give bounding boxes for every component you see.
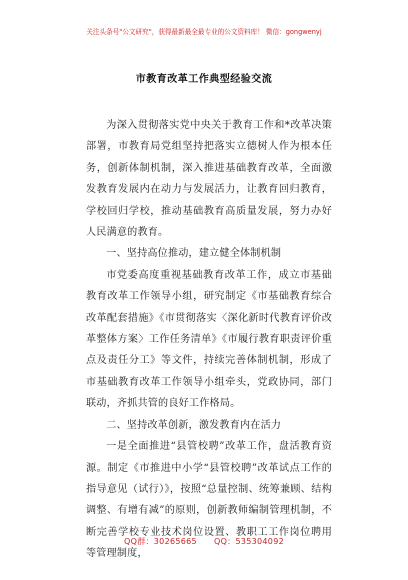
document-body xyxy=(86,115,332,565)
section-heading-1: 一、坚持高位推动，建立健全体制机制 xyxy=(106,248,282,260)
promo-header: 关注头条号"公文研究"，获得最新最全最专业的公文资料库！ 微信：gongwenyj xyxy=(86,28,322,36)
intro-paragraph: 为深入贯彻落实党中央关于教育工作和*改革决策部署，市教育局党组坚持把落实立德树人作为根本任务，创新体制机制，深入推进基础教育改革，全面激发教育发展内在动力与发展活力，让教育回归教育，学校回归学校，推动基础教育高质量发展，努力办好人民满意的教育。 xyxy=(86,120,332,239)
section-2-paragraph: 一是全面推进“县管校聘”改革工作，盘活教育资源。制定《市推进中小学“县管校聘”改革试点工作的指导意见（试行）》，按照“总量控制、统筹兼顾、结构调整、有增有减”的原则，创新教师编制管理机制，不断完善学校专业技术岗位设置、教职工工作岗位聘用等管理制度， xyxy=(86,441,332,560)
document-title: 市教育改革工作典型经验交流 xyxy=(135,74,273,85)
contact-footer: QQ群：30265665 QQ：535304092 xyxy=(124,537,284,546)
section-1-paragraph: 市党委高度重视基础教育改革工作，成立市基础教育改革工作领导小组，研究制定《市基础教育综合改革配套措施》《市贯彻落实〈深化新时代教育评价改革整体方案〉工作任务清单》《市履行教育职责评价重点及责任分工》等文件，持续完善体制机制，形成了市基础教育改革工作领导小组牵头，党政协同，部门联动，齐抓共管的良好工作格局。 xyxy=(86,269,332,410)
section-heading-2: 二、坚持改革创新，激发教育内在活力 xyxy=(106,419,282,431)
